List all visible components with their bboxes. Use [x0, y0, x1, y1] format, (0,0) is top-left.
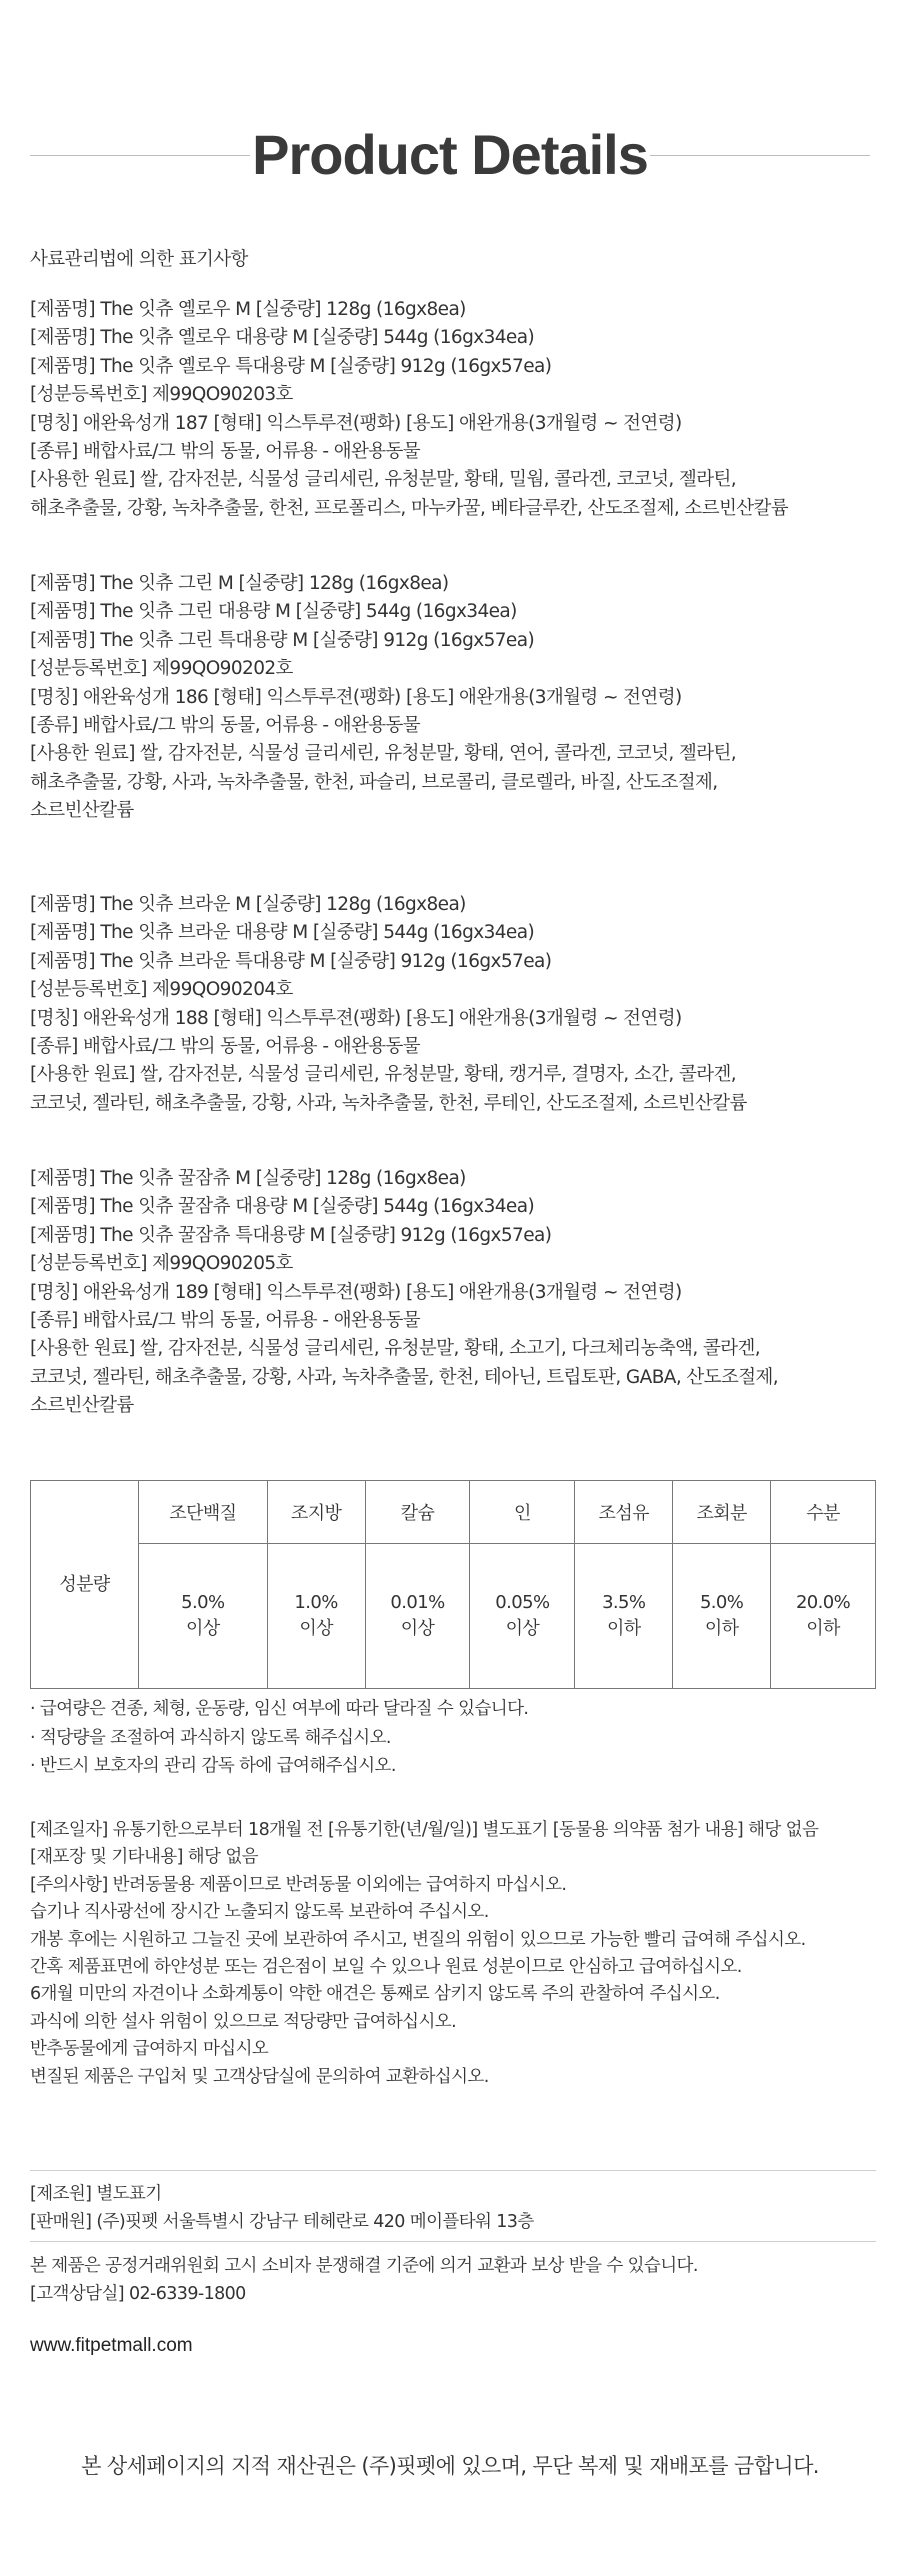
section-divider	[30, 2170, 876, 2171]
registration-line: [성분등록번호] 제99QO90202호	[30, 658, 293, 680]
nutrient-amount: 5.0%	[181, 1592, 225, 1613]
intro-heading: 사료관리법에 의한 표기사항	[30, 249, 248, 270]
product-block-green	[30, 570, 880, 826]
type-line: [종류] 배합사료/그 밖의 동물, 어류용 - 애완용동물	[30, 715, 421, 737]
nutrition-value-row	[31, 1544, 876, 1689]
product-line: [제품명] The 잇츄 그린 특대용량 M [실중량] 912g (16gx57ea)	[30, 629, 535, 651]
ingredients-line: 해초추출물, 강황, 사과, 녹차추출물, 한천, 파슬리, 브로콜리, 클로렐라, 바질, 산도조절제,	[30, 771, 718, 793]
note-line: · 적당량을 조절하여 과식하지 않도록 해주십시오.	[30, 1727, 391, 1748]
product-line: [제품명] The 잇츄 꿀잠츄 M [실중량] 128g (16gx8ea)	[30, 1168, 466, 1189]
product-line: [제품명] The 잇츄 브라운 M [실중량] 128g (16gx8ea)	[30, 894, 466, 915]
ingredients-line: 코코넛, 젤라틴, 해초추출물, 강황, 사과, 녹차추출물, 한천, 루테인, 산도조절제, 소르빈산칼륨	[30, 1092, 747, 1114]
nutrient-bound: 이하	[704, 1618, 739, 1639]
product-block-yellow	[30, 296, 880, 523]
seller-line: [판매원] (주)핏펫 서울특별시 강남구 테헤란로 420 메이플타워 13층	[30, 2212, 534, 2232]
mfg-line: 변질된 제품은 구입처 및 고객상담실에 문의하여 교환하십시오.	[30, 2066, 489, 2087]
product-block-sleep	[30, 1165, 880, 1421]
ingredients-line: [사용한 원료] 쌀, 감자전분, 식물성 글리세린, 유청분말, 황태, 연어, 콜라겐, 코코넛, 젤라틴,	[30, 743, 737, 765]
ingredients-line: 소르빈산칼륨	[30, 1395, 134, 1417]
mfg-line: [제조일자] 유통기한으로부터 18개월 전 [유통기한(년/월/일)] 별도표기 [동물용 의약품 첨가 내용] 해당 없음	[30, 1820, 819, 1840]
type-line: [종류] 배합사료/그 밖의 동물, 어류용 - 애완용동물	[30, 441, 421, 463]
note-line: · 반드시 보호자의 관리 감독 하에 급여해주십시오.	[30, 1756, 396, 1777]
name-line: [명칭] 애완육성개 187 [형태] 익스투루젼(팽화) [용도] 애완개용(3개월령 ~ 전연령)	[30, 412, 682, 434]
nutrient-amount: 0.01%	[390, 1592, 445, 1613]
nutrient-value	[673, 1544, 771, 1689]
nutrient-bound: 이상	[186, 1618, 220, 1639]
ingredients-line: 코코넛, 젤라틴, 해초추출물, 강황, 사과, 녹차추출물, 한천, 테아닌, 트립토판, GABA, 산도조절제,	[30, 1366, 779, 1388]
nutrient-header: 조회분	[673, 1481, 771, 1544]
website-url: www.fitpetmall.com	[30, 2335, 193, 2356]
nutrient-bound: 이하	[606, 1618, 641, 1639]
mfg-line: [주의사항] 반려동물용 제품이므로 반려동물 이외에는 급여하지 마십시오.	[30, 1874, 567, 1895]
nutrient-header: 조섬유	[575, 1481, 673, 1544]
registration-line: [성분등록번호] 제99QO90204호	[30, 979, 293, 1001]
copyright-footer: 본 상세페이지의 지적 재산권은 (주)핏펫에 있으며, 무단 복제 및 재배포를 금합니다.	[81, 2454, 819, 2478]
nutrition-table	[30, 1480, 876, 1689]
ingredients-line: 해초추출물, 강황, 녹차추출물, 한천, 프로폴리스, 마누카꿀, 베타글루칸, 산도조절제, 소르빈산칼륨	[30, 497, 789, 519]
nutrient-amount: 20.0%	[795, 1592, 851, 1613]
nutrient-value	[470, 1544, 575, 1689]
nutrient-bound: 이하	[806, 1618, 840, 1639]
title-divider-right	[650, 155, 870, 156]
origin-info	[30, 2180, 880, 2236]
product-block-brown	[30, 891, 880, 1118]
type-line: [종류] 배합사료/그 밖의 동물, 어류용 - 애완용동물	[30, 1036, 421, 1058]
mfg-line: 반추동물에게 급여하지 마십시오	[30, 2039, 269, 2060]
nutrient-value	[267, 1544, 365, 1689]
nutrient-header: 인	[470, 1481, 575, 1544]
product-line: [제품명] The 잇츄 꿀잠츄 특대용량 M [실중량] 912g (16gx57ea)	[30, 1224, 552, 1246]
registration-line: [성분등록번호] 제99QO90203호	[30, 384, 293, 406]
dispute-info	[30, 2252, 880, 2308]
nutrient-bound: 이상	[299, 1618, 333, 1639]
product-line: [제품명] The 잇츄 꿀잠츄 대용량 M [실중량] 544g (16gx34ea)	[30, 1196, 535, 1218]
nutrient-value	[139, 1544, 268, 1689]
name-line: [명칭] 애완육성개 189 [형태] 익스투루젼(팽화) [용도] 애완개용(3개월령 ~ 전연령)	[30, 1281, 682, 1303]
note-line: · 급여량은 견종, 체형, 운동량, 임신 여부에 따라 달라질 수 있습니다.	[30, 1699, 529, 1719]
title-row	[30, 115, 870, 195]
type-line: [종류] 배합사료/그 밖의 동물, 어류용 - 애완용동물	[30, 1310, 421, 1332]
nutrition-header-row	[31, 1481, 876, 1544]
name-line: [명칭] 애완육성개 186 [형태] 익스투루젼(팽화) [용도] 애완개용(3개월령 ~ 전연령)	[30, 686, 682, 708]
mfg-line: 간혹 제품표면에 하얀성분 또는 검은점이 보일 수 있으나 원료 성분이므로 안심하고 급여하십시오.	[30, 1957, 742, 1978]
product-line: [제품명] The 잇츄 옐로우 M [실중량] 128g (16gx8ea)	[30, 299, 466, 320]
nutrient-amount: 5.0%	[699, 1592, 744, 1613]
nutrient-value	[575, 1544, 673, 1689]
nutrient-header: 조단백질	[139, 1481, 268, 1544]
section-divider	[30, 2241, 876, 2242]
ingredients-line: [사용한 원료] 쌀, 감자전분, 식물성 글리세린, 유청분말, 황태, 밀웜, 콜라겐, 코코넛, 젤라틴,	[30, 469, 737, 491]
mfg-line: 개봉 후에는 시원하고 그늘진 곳에 보관하여 주시고, 변질의 위험이 있으므로 가능한 빨리 급여해 주십시오.	[30, 1929, 806, 1950]
customer-service-line: [고객상담실] 02-6339-1800	[30, 2284, 246, 2304]
name-line: [명칭] 애완육성개 188 [형태] 익스투루젼(팽화) [용도] 애완개용(3개월령 ~ 전연령)	[30, 1007, 682, 1029]
nutrient-bound: 이상	[400, 1618, 435, 1639]
manufacturer-line: [제조원] 별도표기	[30, 2184, 162, 2204]
nutrient-value	[771, 1544, 876, 1689]
nutrient-header: 조지방	[267, 1481, 365, 1544]
nutrient-amount: 3.5%	[602, 1592, 646, 1613]
mfg-line: 과식에 의한 설사 위험이 있으므로 적당량만 급여하십시오.	[30, 2011, 457, 2032]
nutrient-header: 수분	[771, 1481, 876, 1544]
registration-line: [성분등록번호] 제99QO90205호	[30, 1253, 293, 1275]
product-line: [제품명] The 잇츄 그린 대용량 M [실중량] 544g (16gx34ea)	[30, 601, 517, 623]
nutrition-row-label: 성분량	[31, 1481, 139, 1689]
nutrient-amount: 0.05%	[495, 1592, 550, 1613]
mfg-line: 습기나 직사광선에 장시간 노출되지 않도록 보관하여 주십시오.	[30, 1902, 489, 1923]
product-line: [제품명] The 잇츄 옐로우 특대용량 M [실중량] 912g (16gx57ea)	[30, 355, 552, 377]
feeding-notes	[30, 1695, 880, 1781]
page-title: Product Details	[252, 123, 648, 186]
nutrient-header: 칼슘	[365, 1481, 470, 1544]
manufacturing-info	[30, 1817, 880, 2091]
product-line: [제품명] The 잇츄 브라운 대용량 M [실중량] 544g (16gx34ea)	[30, 922, 535, 944]
nutrient-amount: 1.0%	[294, 1592, 338, 1613]
dispute-line: 본 제품은 공정거래위원회 고시 소비자 분쟁해결 기준에 의거 교환과 보상 받을 수 있습니다.	[30, 2256, 698, 2276]
mfg-line: [재포장 및 기타내용] 해당 없음	[30, 1847, 258, 1868]
nutrient-value	[365, 1544, 470, 1689]
product-line: [제품명] The 잇츄 옐로우 대용량 M [실중량] 544g (16gx34ea)	[30, 327, 535, 349]
ingredients-line: 소르빈산칼륨	[30, 800, 134, 822]
ingredients-line: [사용한 원료] 쌀, 감자전분, 식물성 글리세린, 유청분말, 황태, 캥거루, 결명자, 소간, 콜라겐,	[30, 1064, 737, 1086]
product-line: [제품명] The 잇츄 그린 M [실중량] 128g (16gx8ea)	[30, 573, 449, 594]
mfg-line: 6개월 미만의 자견이나 소화계통이 약한 애견은 통째로 삼키지 않도록 주의 관찰하여 주십시오.	[30, 1984, 720, 2005]
product-line: [제품명] The 잇츄 브라운 특대용량 M [실중량] 912g (16gx57ea)	[30, 950, 552, 972]
nutrient-bound: 이상	[505, 1618, 540, 1639]
ingredients-line: [사용한 원료] 쌀, 감자전분, 식물성 글리세린, 유청분말, 황태, 소고기, 다크체리농축액, 콜라겐,	[30, 1338, 761, 1360]
